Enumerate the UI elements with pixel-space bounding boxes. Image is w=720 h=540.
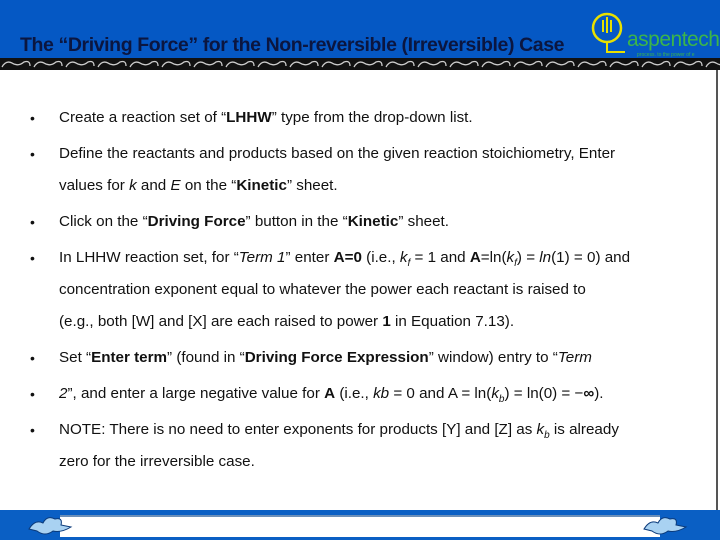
bullet-line	[0, 306, 716, 338]
text-run: ∞	[583, 385, 595, 402]
text-run: concentration exponent equal to whatever the power each reactant is raised to	[59, 281, 586, 298]
band-scroll-icon	[418, 62, 446, 68]
text-run: Create a reaction set of “	[59, 109, 227, 126]
band-scroll-icon	[98, 62, 126, 68]
text-run: and	[136, 177, 171, 194]
text-run: (i.e.,	[335, 385, 374, 402]
text-run: (1) = 0) and	[551, 249, 631, 266]
band-scroll-icon	[674, 62, 702, 68]
text-run: ”, and enter a large negative value for	[67, 385, 325, 402]
bullet-dot-icon: •	[30, 214, 35, 230]
bullet-line	[0, 414, 716, 446]
text-run: (e.g., both [W] and [X] are each raised to power	[59, 313, 383, 330]
text-run: is already	[549, 421, 619, 438]
text-run: In LHHW reaction set, for “	[59, 249, 239, 266]
band-scroll-icon	[354, 62, 382, 68]
slide-title: The “Driving Force” for the Non-reversible (Irreversible) Case	[20, 34, 565, 56]
text-run: ” type from the drop-down list.	[271, 109, 473, 126]
band-scroll-icon	[610, 62, 638, 68]
text-run: = 1 and	[410, 249, 470, 266]
bullet-item	[0, 102, 716, 134]
text-run: Driving Force Expression	[244, 349, 429, 366]
text-run: Set “	[59, 349, 92, 366]
bullet-line	[0, 138, 716, 170]
text-run: E	[170, 177, 181, 194]
band-scroll-icon	[514, 62, 542, 68]
aspentech-logo	[585, 8, 720, 58]
text-run: f	[407, 258, 411, 269]
bullet-line	[0, 446, 716, 478]
bullet-line	[0, 242, 716, 274]
text-run: = 0 and A = ln(	[389, 385, 492, 402]
bullet-dot-icon: •	[30, 386, 35, 402]
band-scroll-icon	[162, 62, 190, 68]
bullet-dot-icon: •	[30, 110, 35, 126]
text-run: NOTE: There is no need to enter exponents for products [Y] and [Z] as	[59, 421, 537, 438]
band-scroll-icon	[2, 62, 30, 68]
bullet-item	[0, 342, 716, 374]
slide-footer	[0, 510, 720, 540]
bullet-item	[0, 414, 716, 478]
logo-tagline: process. to the power of e	[637, 52, 695, 58]
band-scroll-icon	[706, 62, 720, 68]
band-scroll-icon	[578, 62, 606, 68]
text-run: b	[498, 394, 505, 405]
text-run: A	[469, 249, 481, 266]
text-run: k	[399, 249, 408, 266]
bullet-line	[0, 342, 716, 374]
text-run: k	[536, 421, 545, 438]
band-scroll-icon	[450, 62, 478, 68]
text-run: ).	[594, 385, 604, 402]
bullet-line	[0, 274, 716, 306]
bullet-item	[0, 242, 716, 338]
band-scroll-icon	[130, 62, 158, 68]
text-run: on the “	[180, 177, 237, 194]
band-scroll-icon	[34, 62, 62, 68]
text-run: ” sheet.	[398, 213, 449, 230]
text-run: b	[544, 430, 550, 441]
text-run: =ln(	[480, 249, 507, 266]
text-run: 1	[382, 313, 391, 330]
band-scroll-icon	[386, 62, 414, 68]
text-run: LHHW	[226, 109, 272, 126]
text-run: Kinetic	[347, 213, 399, 230]
bullet-dot-icon: •	[30, 250, 35, 266]
text-run: ” (found in “	[167, 349, 245, 366]
text-run: ln	[539, 249, 552, 266]
bullet-item	[0, 206, 716, 238]
bullet-dot-icon: •	[30, 146, 35, 162]
text-run: Term	[557, 349, 592, 366]
text-run: A	[324, 385, 336, 402]
text-run: k	[506, 249, 515, 266]
text-run: zero for the irreversible case.	[59, 453, 255, 470]
cloud-ornament-icon	[25, 513, 75, 537]
text-run: ) = ln(0) = −	[504, 385, 584, 402]
text-run: Define the reactants and products based on the given reaction stoichiometry, Enter	[59, 145, 616, 162]
text-run: ” sheet.	[286, 177, 338, 194]
text-run: k	[129, 177, 137, 194]
bullet-list	[0, 102, 716, 482]
text-run: Enter term	[91, 349, 168, 366]
band-scroll-icon	[226, 62, 254, 68]
band-scroll-icon	[482, 62, 510, 68]
text-run: ” enter	[285, 249, 334, 266]
band-scroll-icon	[66, 62, 94, 68]
text-run: values for	[59, 177, 130, 194]
bullet-line	[0, 378, 716, 410]
text-run: ” button in the “	[245, 213, 348, 230]
bullet-line	[0, 206, 716, 238]
band-scroll-icon	[546, 62, 574, 68]
band-scroll-icon	[290, 62, 318, 68]
band-scroll-icon	[194, 62, 222, 68]
band-scroll-icon	[642, 62, 670, 68]
band-scroll-icon	[258, 62, 286, 68]
decorative-band	[0, 58, 720, 70]
text-run: (i.e.,	[361, 249, 400, 266]
text-run: f	[514, 258, 517, 269]
text-run: ) =	[516, 249, 540, 266]
bullet-dot-icon: •	[30, 422, 35, 438]
bullet-item	[0, 138, 716, 202]
text-run: 2	[59, 385, 68, 402]
text-run: Term 1	[238, 249, 286, 266]
text-run: in Equation 7.13).	[390, 313, 515, 330]
text-run: k	[491, 385, 499, 402]
bullet-line	[0, 102, 716, 134]
text-run: A=0	[333, 249, 362, 266]
right-border	[716, 70, 718, 510]
band-scroll-icon	[322, 62, 350, 68]
text-run: Driving Force	[147, 213, 246, 230]
text-run: kb	[373, 385, 390, 402]
text-run: Click on the “	[59, 213, 148, 230]
bullet-item	[0, 378, 716, 410]
bullet-dot-icon: •	[30, 350, 35, 366]
cloud-ornament-icon	[640, 513, 690, 537]
bullet-line	[0, 170, 716, 202]
logo-wordmark: aspentech	[627, 28, 720, 51]
footer-bar	[60, 515, 660, 537]
text-run: Kinetic	[236, 177, 287, 194]
text-run: ” window) entry to “	[428, 349, 558, 366]
